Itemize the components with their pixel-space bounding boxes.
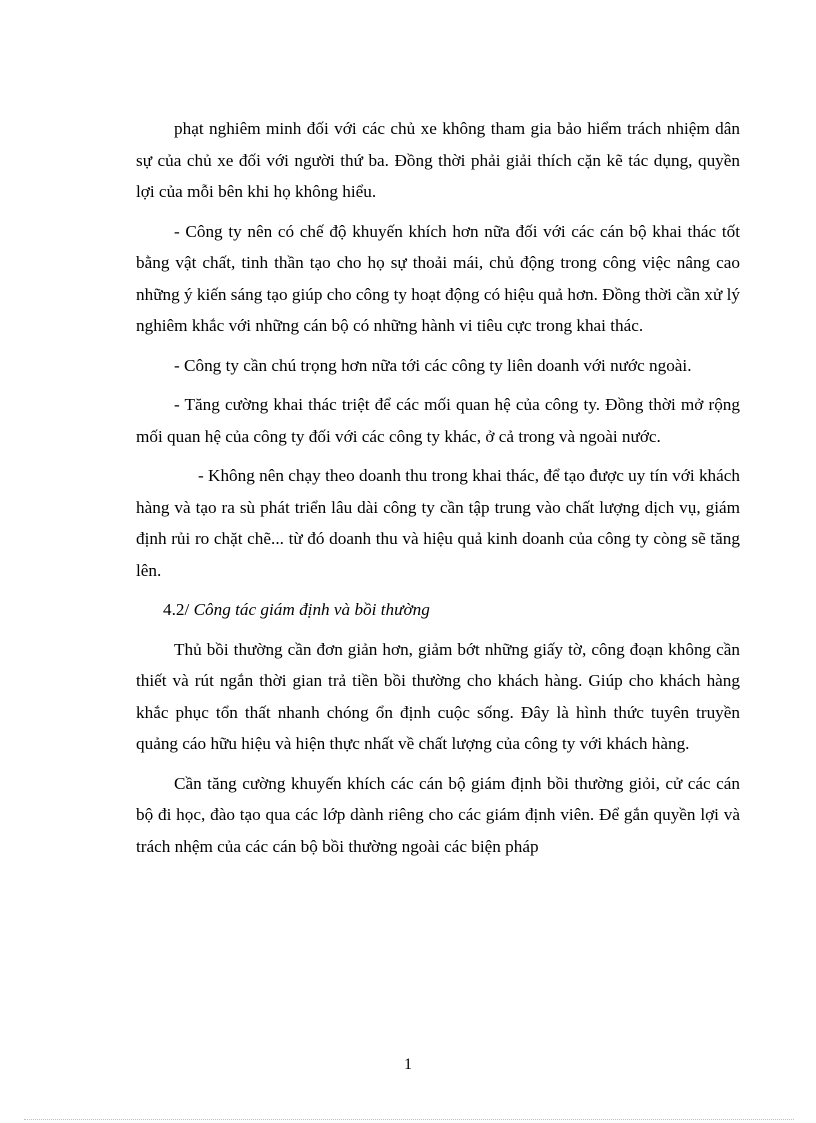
paragraph-continuation: phạt nghiêm minh đối với các chủ xe không tham gia bảo hiểm trách nhiệm dân sự của chủ xe đối với người thứ ba. Đồng thời phải giải thích cặn kẽ tác dụng, quyền lợi của mỗi bên khi họ không hiểu. — [136, 119, 740, 201]
section-number: 4.2/ — [163, 600, 190, 619]
paragraph-joint-venture-focus: - Công ty cần chú trọng hơn nữa tới các công ty liên doanh với nước ngoài. — [174, 355, 692, 375]
paragraph-claims-procedure: Thủ bồi thường cần đơn giản hơn, giảm bớt những giấy tờ, công đoạn không cần thiết và rút ngắn thời gian trả tiền bồi thường cho khách hàng. Giúp cho khách hàng khắc phục tổn thất nhanh chóng ổn định cuộc sống. Đây là hình thức tuyên truyền quảng cáo hữu hiệu và hiện thực nhất về chất lượng của công ty với khách hàng. — [136, 639, 740, 753]
paragraph-service-quality: - Không nên chạy theo doanh thu trong khai thác, để tạo được uy tín với khách hàng và tạo ra sù phát triển lâu dài công ty cần tập trung vào chất lượng dịch vụ, giám định rủi ro chặt chẽ... từ đó doanh thu và hiệu quả kinh doanh của công ty còng sẽ tăng lên. — [136, 466, 740, 580]
document-body — [136, 113, 740, 870]
page-number: 1 — [404, 1056, 412, 1073]
paragraph-incentive-policy: - Công ty nên có chế độ khuyến khích hơn nữa đối với các cán bộ khai thác tốt bằng vật chất, tinh thần tạo cho họ sự thoải mái, chủ động trong công việc nâng cao những ý kiến sáng tạo giúp cho công ty hoạt động có hiệu quả hơn. Đồng thời cần xử lý nghiêm khắc với những cán bộ có những hành vi tiêu cực trong khai thác. — [136, 221, 740, 335]
paragraph-relationships: - Tăng cường khai thác triệt để các mối quan hệ của công ty. Đồng thời mở rộng mối quan hệ của công ty đối với các công ty khác, ở cả trong và ngoài nước. — [136, 395, 740, 446]
paragraph-staff-training: Cần tăng cường khuyến khích các cán bộ giám định bồi thường giỏi, cử các cán bộ đi học, đào tạo qua các lớp dành riêng cho các giám định viên. Để gắn quyền lợi và trách nhệm của các cán bộ bồi thường ngoài các biện pháp — [136, 773, 740, 856]
section-heading — [136, 594, 740, 626]
section-title: Công tác giám định và bồi thường — [193, 600, 430, 619]
page-bottom-border — [24, 1119, 794, 1120]
